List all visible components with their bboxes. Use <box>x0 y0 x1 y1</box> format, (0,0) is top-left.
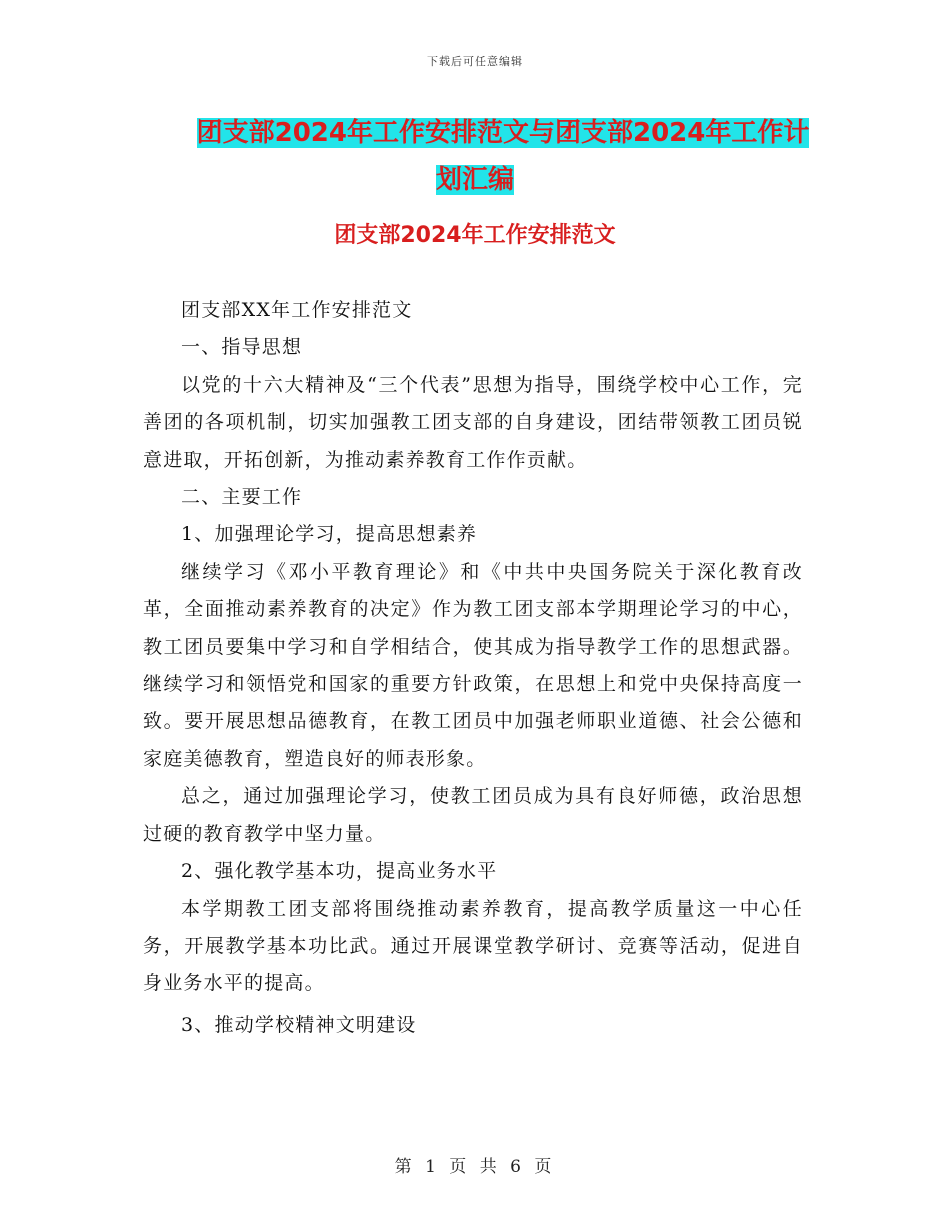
paragraph-summary: 总之，通过加强理论学习，使教工团员成为具有良好师德，政治思想过硬的教育教学中坚力量。 <box>143 785 803 845</box>
paragraph-teaching-skills: 本学期教工团支部将围绕推动素养教育，提高教学质量这一中心任务，开展教学基本功比武。通过开展课堂教学研讨、竞赛等活动，促进自身业务水平的提高。 <box>143 897 803 995</box>
document-title <box>0 110 950 204</box>
heading-teaching-skills: 2、强化教学基本功，提高业务水平 <box>181 860 498 883</box>
document-title-line-2 <box>0 157 950 204</box>
heading-theory-study: 1、加强理论学习，提高思想素养 <box>181 523 478 546</box>
heading-guiding-ideology: 一、指导思想 <box>181 336 303 359</box>
paragraph-intro: 团支部XX年工作安排范文 <box>181 299 413 321</box>
page-number: 第 1 页 共 6 页 <box>394 1157 556 1177</box>
page-header-note: 下载后可任意编辑 <box>427 55 523 68</box>
title-highlight-1: 团支部2024年工作安排范文与团支部2024年工作计 <box>196 118 810 148</box>
title-highlight-2: 划汇编 <box>435 165 514 195</box>
section-title: 团支部2024年工作安排范文 <box>334 223 616 248</box>
paragraph-guiding-ideology: 以党的十六大精神及“三个代表”思想为指导，围绕学校中心工作，完善团的各项机制，切实加强教工团支部的自身建设，团结带领教工团员锐意进取，开拓创新，为推动素养教育工作作贡献。 <box>143 373 803 471</box>
heading-main-work: 二、主要工作 <box>181 486 303 509</box>
document-title-line-1 <box>0 110 950 157</box>
heading-spiritual-civilization: 3、推动学校精神文明建设 <box>181 1013 417 1036</box>
paragraph-theory-study: 继续学习《邓小平教育理论》和《中共中央国务院关于深化教育改革，全面推动素养教育的决定》作为教工团支部本学期理论学习的中心，教工团员要集中学习和自学相结合，使其成为指导教学工作的思想武器。继续学习和领悟党和国家的重要方针政策，在思想上和党中央保持高度一致。要开展思想品德教育，在教工团员中加强老师职业道德、社会公德和家庭美德教育，塑造良好的师表形象。 <box>143 560 803 770</box>
document-body <box>143 292 803 1044</box>
